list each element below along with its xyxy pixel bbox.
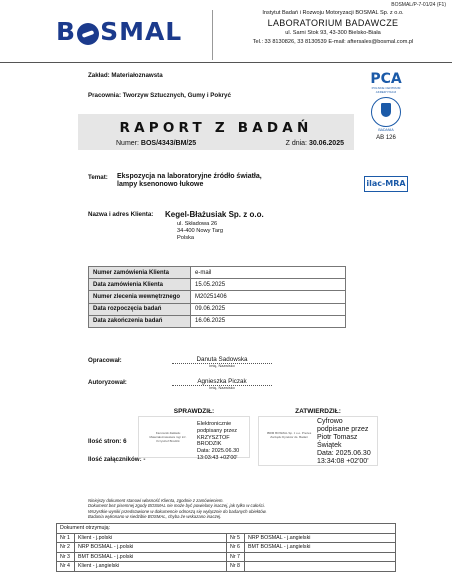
report-title: RAPORT Z BADAŃ: [119, 120, 313, 136]
table-row: Data rozpoczęcia badań 09.06.2025: [89, 303, 346, 315]
attachments-count: Ilość załączników: -: [88, 456, 146, 463]
header-divider: [212, 10, 213, 60]
checked-stamp: [138, 416, 250, 461]
prepared-name: Danuta Sadowska: [196, 356, 248, 363]
laboratory-name: LABORATORIUM BADAWCZE: [267, 18, 399, 28]
ilac-mra-logo: ilac-MRA: [364, 176, 408, 192]
table-row: Nr 1 Klient - j.polski Nr 5 NRP BOSMAL - j.angielski: [57, 533, 396, 543]
prepared-role: Imię, Nazwisko: [209, 364, 235, 368]
accreditation-number: AB 126: [376, 135, 396, 141]
logo-circle-icon: [77, 23, 99, 45]
checked-title: SPRAWDZIŁ:: [173, 408, 215, 415]
facility-value: Materiałoznawsta: [111, 72, 163, 79]
subject-value: Ekspozycja na laboratoryjne źródło światła, lampy ksenonowo łukowe: [117, 173, 262, 188]
lab-label: Pracownia:: [88, 92, 122, 99]
legal-notes: Niniejszy dokument stanowi własność Klienta, zgodnie z zamówieniem. Dokument bez pisemnej zgody BOSMAL nie może być powielany inaczej, jak tylko w całości. Wszystkie wyniki przedstawione w dokumencie odnoszą się wyłącznie do badanych obiektów. Badania wykonano w siedzibie BOSMAL, chyba że wskazano inaczej.: [88, 498, 267, 519]
prepared-signature: [172, 356, 272, 368]
client-label: Nazwa i adres Klienta:: [88, 211, 154, 218]
institute-header: [218, 10, 448, 45]
report-title-box: [78, 114, 354, 150]
institute-address: ul. Sarni Stok 93, 43-300 Bielsko-Biała: [285, 30, 381, 36]
institute-name: Instytut Badań i Rozwoju Motoryzacji BOSMAL Sp. z o.o.: [262, 10, 404, 16]
approved-stamp: [258, 416, 378, 466]
table-row: Data zakończenia badań 16.06.2025: [89, 315, 346, 327]
authorized-label: Autoryzował:: [88, 379, 127, 386]
checked-signature: Elektronicznie podpisany przez KRZYSZTOF BRODZIK Data: 2025.06.30 13:03:43 +02'00': [197, 421, 240, 461]
accreditation-badge-icon: [371, 97, 401, 127]
table-header-row: Dokument otrzymują:: [57, 524, 396, 534]
authorized-name: Agnieszka Piczak: [197, 378, 247, 385]
table-row: Nr 2 NRP BOSMAL - j.polski Nr 6 BMT BOSMAL - j.angielski: [57, 543, 396, 553]
facility-line: [88, 72, 163, 79]
prepared-label: Opracował:: [88, 357, 122, 364]
table-row: Nr 4 Klient - j.angielski Nr 8: [57, 562, 396, 572]
institute-contact: Tel.: 33 8130826, 33 8130539 E-mail: aftersales@bosmal.com.pl: [252, 39, 414, 45]
header-rule: [0, 62, 452, 63]
approved-title: ZATWIERDZIŁ:: [295, 408, 341, 415]
client-address: ul. Składowa 26 34-400 Nowy Targ Polska: [177, 221, 224, 241]
approved-stamp-text: IBRM BOSMAL Sp. z o.o. Prezes Zarządu Dyrektor ds. Badań: [266, 431, 312, 439]
report-number: Numer: BOS/4343/BM/25: [116, 140, 197, 147]
document-code: BOSMAL/P-7-01/24 (F1): [391, 2, 446, 8]
checked-stamp-text: Kierownik Zakładu Materiałoznawstwa mgr inż. Krzysztof Brodzik: [149, 431, 187, 443]
table-row: Nr 3 BMT BOSMAL - j.polski Nr 7: [57, 552, 396, 562]
bosmal-logo: B SMAL: [56, 16, 183, 46]
pca-accreditation-logo: PCA POLSKIE CENTRUM AKREDYTACJI BADANIA: [370, 71, 402, 132]
lab-value: Tworzyw Sztucznych, Gumy i Pokryć: [122, 92, 231, 99]
approved-signature: Cyfrowo podpisane przez Piotr Tomasz Świątek Data: 2025.06.30 13:34:08 +02'00': [317, 418, 371, 465]
authorized-role: Imię, Nazwisko: [209, 386, 235, 390]
table-row: Data zamówienia Klienta 15.05.2025: [89, 279, 346, 291]
authorized-signature: [172, 378, 272, 390]
pages-count: Ilość stron: 6: [88, 438, 127, 445]
order-info-table: [88, 266, 346, 328]
distribution-table: [56, 523, 396, 572]
client-name: Kegel-Błażusiak Sp. z o.o.: [165, 210, 264, 219]
lab-line: [88, 92, 231, 99]
subject-label: Temat:: [88, 174, 108, 181]
facility-label: Zakład:: [88, 72, 110, 79]
table-row: Numer zamówienia Klienta e-mail: [89, 267, 346, 279]
table-row: Numer zlecenia wewnętrznego M20251406: [89, 291, 346, 303]
report-date: Z dnia: 30.06.2025: [285, 140, 344, 147]
